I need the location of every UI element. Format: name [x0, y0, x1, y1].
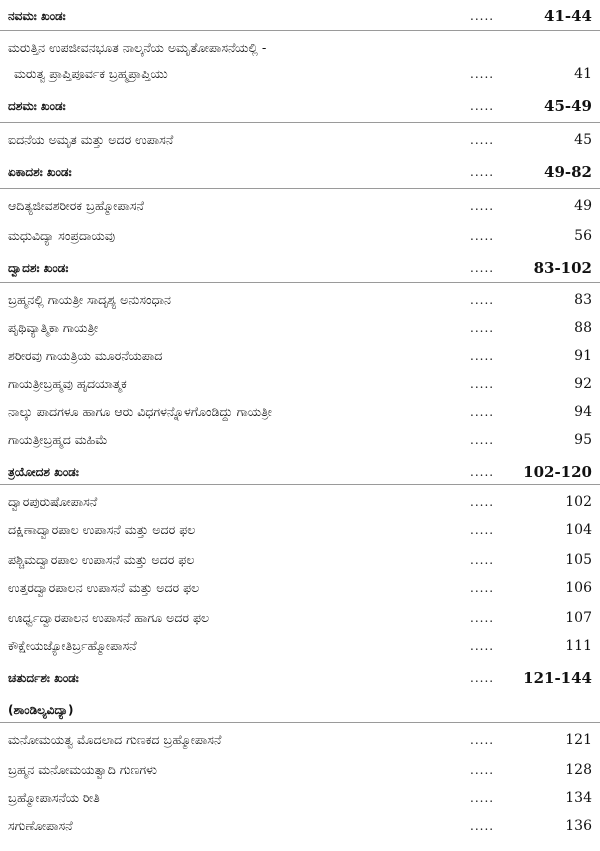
toc-entry: [0, 194, 600, 218]
toc-entry: [0, 606, 600, 630]
entry-title: ತ್ರಯೋದಶ ಖಂಡಃ: [8, 465, 79, 479]
leader-dots: .....: [470, 165, 495, 179]
page-number: 111: [565, 638, 592, 654]
entry-title: ನವಮಃ ಖಂಡಃ: [8, 9, 66, 23]
toc-entry: [0, 548, 600, 572]
leader-dots: .....: [470, 405, 495, 419]
entry-title: ಸಗುಣೋಪಾಸನೆ: [8, 818, 73, 833]
page-number: 49-82: [544, 163, 592, 181]
section-heading: [0, 256, 600, 280]
leader-dots: .....: [470, 229, 495, 243]
toc-entry: [0, 224, 600, 248]
section-divider: [0, 722, 600, 723]
entry-title: ಶರೀರವು ಗಾಯತ್ರಿಯ ಮೂರನೆಯಪಾದ: [8, 348, 163, 363]
toc-entry: [0, 288, 600, 312]
entry-title: ಊರ್ಧ್ವದ್ವಾರಪಾಲನ ಉಪಾಸನೆ ಹಾಗೂ ಅದರ ಫಲ: [8, 610, 210, 625]
page-number: 45: [574, 132, 592, 148]
page-number: 102-120: [523, 463, 592, 481]
entry-title: ಮಧುವಿದ್ಯಾ ಸಂಪ್ರದಾಯವು: [8, 228, 115, 243]
page-number: 56: [574, 228, 592, 244]
entry-title: ಬ್ರಹ್ಮನಲ್ಲಿ ಗಾಯತ್ರೀ ಸಾದೃಶ್ಯ ಅನುಸಂಧಾನ: [8, 292, 171, 307]
leader-dots: .....: [470, 671, 495, 685]
toc-entry: [0, 62, 600, 86]
toc-entry: [0, 634, 600, 658]
page-number: 104: [565, 522, 592, 538]
page-number: 121-144: [523, 669, 592, 687]
entry-title: ಪಶ್ಚಿಮದ್ವಾರಪಾಲ ಉಪಾಸನೆ ಮತ್ತು ಅದರ ಫಲ: [8, 552, 195, 567]
toc-entry: [0, 576, 600, 600]
section-divider: [0, 188, 600, 189]
leader-dots: .....: [470, 553, 495, 567]
entry-title: ಗಾಯತ್ರೀಬ್ರಹ್ಮದ ಮಹಿಮೆ: [8, 432, 108, 447]
leader-dots: .....: [470, 199, 495, 213]
page-number: 83-102: [533, 259, 592, 277]
subsection-heading: [0, 698, 600, 722]
entry-title: ಆದಿತ್ಯಜೀವಶರೀರಕ ಬ್ರಹ್ಮೋಪಾಸನೆ: [8, 198, 144, 213]
section-heading: [0, 460, 600, 484]
leader-dots: .....: [470, 433, 495, 447]
leader-dots: .....: [470, 261, 495, 275]
entry-title: ಮರುತ್ತಿನ ಉಪಜೀವನಭೂತ ನಾಲ್ಕನೆಯ ಅಮೃತೋಪಾಸನೆಯಲ್ಲಿ -: [8, 40, 267, 55]
toc-entry: [0, 490, 600, 514]
leader-dots: .....: [470, 465, 495, 479]
leader-dots: .....: [470, 581, 495, 595]
toc-entry: [0, 758, 600, 782]
page-number: 45-49: [544, 97, 592, 115]
entry-title: ದ್ವಾದಶಃ ಖಂಡಃ: [8, 261, 69, 275]
page-number: 128: [565, 762, 592, 778]
entry-title: ಬ್ರಹ್ಮನ ಮನೋಮಯತ್ವಾದಿ ಗುಣಗಳು: [8, 762, 157, 777]
leader-dots: .....: [470, 349, 495, 363]
section-divider: [0, 122, 600, 123]
leader-dots: .....: [470, 819, 495, 833]
leader-dots: .....: [470, 321, 495, 335]
toc-entry: [0, 518, 600, 542]
page-number: 105: [565, 552, 592, 568]
toc-entry: [0, 400, 600, 424]
entry-title: ಕೌಕ್ಷೇಯಜ್ಯೋತಿರ್ಬ್ರಹ್ಮೋಪಾಸನೆ: [8, 638, 137, 653]
page-number: 136: [565, 818, 592, 834]
leader-dots: .....: [470, 791, 495, 805]
entry-title: ಏಕಾದಶಃ ಖಂಡಃ: [8, 165, 72, 179]
leader-dots: .....: [470, 611, 495, 625]
leader-dots: .....: [470, 763, 495, 777]
leader-dots: .....: [470, 377, 495, 391]
section-heading: [0, 666, 600, 690]
page-number: 41: [574, 66, 592, 82]
section-divider: [0, 282, 600, 283]
entry-title: ಮರುತ್ವ ಪ್ರಾಪ್ತಿಪೂರ್ವಕ ಬ್ರಹ್ಮಪ್ರಾಪ್ತಿಯು: [14, 66, 168, 81]
entry-title: ಐದನೆಯ ಅಮೃತ ಮತ್ತು ಅದರ ಉಪಾಸನೆ: [8, 132, 174, 147]
toc-entry: [0, 128, 600, 152]
page-number: 41-44: [544, 7, 592, 25]
page-number: 49: [574, 198, 592, 214]
page-number: 102: [565, 494, 592, 510]
entry-title: ಮನೋಮಯತ್ವ ಮೊದಲಾದ ಗುಣಕದ ಬ್ರಹ್ಮೋಪಾಸನೆ: [8, 732, 222, 747]
toc-entry: [0, 36, 600, 60]
entry-title: ದಶಮಃ ಖಂಡಃ: [8, 99, 66, 113]
page-number: 91: [574, 348, 592, 364]
leader-dots: .....: [470, 133, 495, 147]
leader-dots: .....: [470, 495, 495, 509]
section-heading: [0, 160, 600, 184]
section-divider: [0, 484, 600, 485]
entry-title: ಗಾಯತ್ರೀಬ್ರಹ್ಮವು ಹೃದಯಾತ್ಮಕ: [8, 376, 127, 391]
entry-title: ಬ್ರಹ್ಮೋಪಾಸನೆಯ ರೀತಿ: [8, 790, 100, 805]
leader-dots: .....: [470, 639, 495, 653]
entry-title: ಪೃಥಿವ್ಯಾತ್ಮಿಕಾ ಗಾಯತ್ರೀ: [8, 320, 99, 335]
leader-dots: .....: [470, 293, 495, 307]
page-number: 88: [574, 320, 592, 336]
section-divider: [0, 30, 600, 31]
page-number: 106: [565, 580, 592, 596]
leader-dots: .....: [470, 523, 495, 537]
leader-dots: .....: [470, 9, 495, 23]
page-number: 94: [574, 404, 592, 420]
toc-entry: [0, 814, 600, 838]
page-number: 92: [574, 376, 592, 392]
entry-title: (ಶಾಂಡಿಲ್ಯವಿದ್ಯಾ): [8, 703, 74, 717]
toc-entry: [0, 372, 600, 396]
toc-entry: [0, 786, 600, 810]
page-number: 121: [565, 732, 592, 748]
entry-title: ನಾಲ್ಕು ಪಾದಗಳೂ ಹಾಗೂ ಆರು ವಿಧಗಳನ್ನೊಳಗೊಂಡಿದ್ದು ಗಾಯತ್ರೀ: [8, 404, 272, 419]
entry-title: ದ್ವಾರಪುರುಷೋಪಾಸನೆ: [8, 494, 98, 509]
leader-dots: .....: [470, 67, 495, 81]
toc-entry: [0, 428, 600, 452]
toc-entry: [0, 728, 600, 752]
leader-dots: .....: [470, 733, 495, 747]
leader-dots: .....: [470, 99, 495, 113]
page-number: 107: [565, 610, 592, 626]
entry-title: ಚತುರ್ದಶಃ ಖಂಡಃ: [8, 671, 79, 685]
section-heading: [0, 4, 600, 28]
page-number: 134: [565, 790, 592, 806]
entry-title: ಉತ್ತರದ್ವಾರಪಾಲನ ಉಪಾಸನೆ ಮತ್ತು ಅದರ ಫಲ: [8, 580, 200, 595]
page-number: 95: [574, 432, 592, 448]
toc-entry: [0, 316, 600, 340]
page-number: 83: [574, 292, 592, 308]
toc-entry: [0, 344, 600, 368]
entry-title: ದಕ್ಷಿಣಾದ್ವಾರಪಾಲ ಉಪಾಸನೆ ಮತ್ತು ಅದರ ಫಲ: [8, 522, 196, 537]
section-heading: [0, 94, 600, 118]
